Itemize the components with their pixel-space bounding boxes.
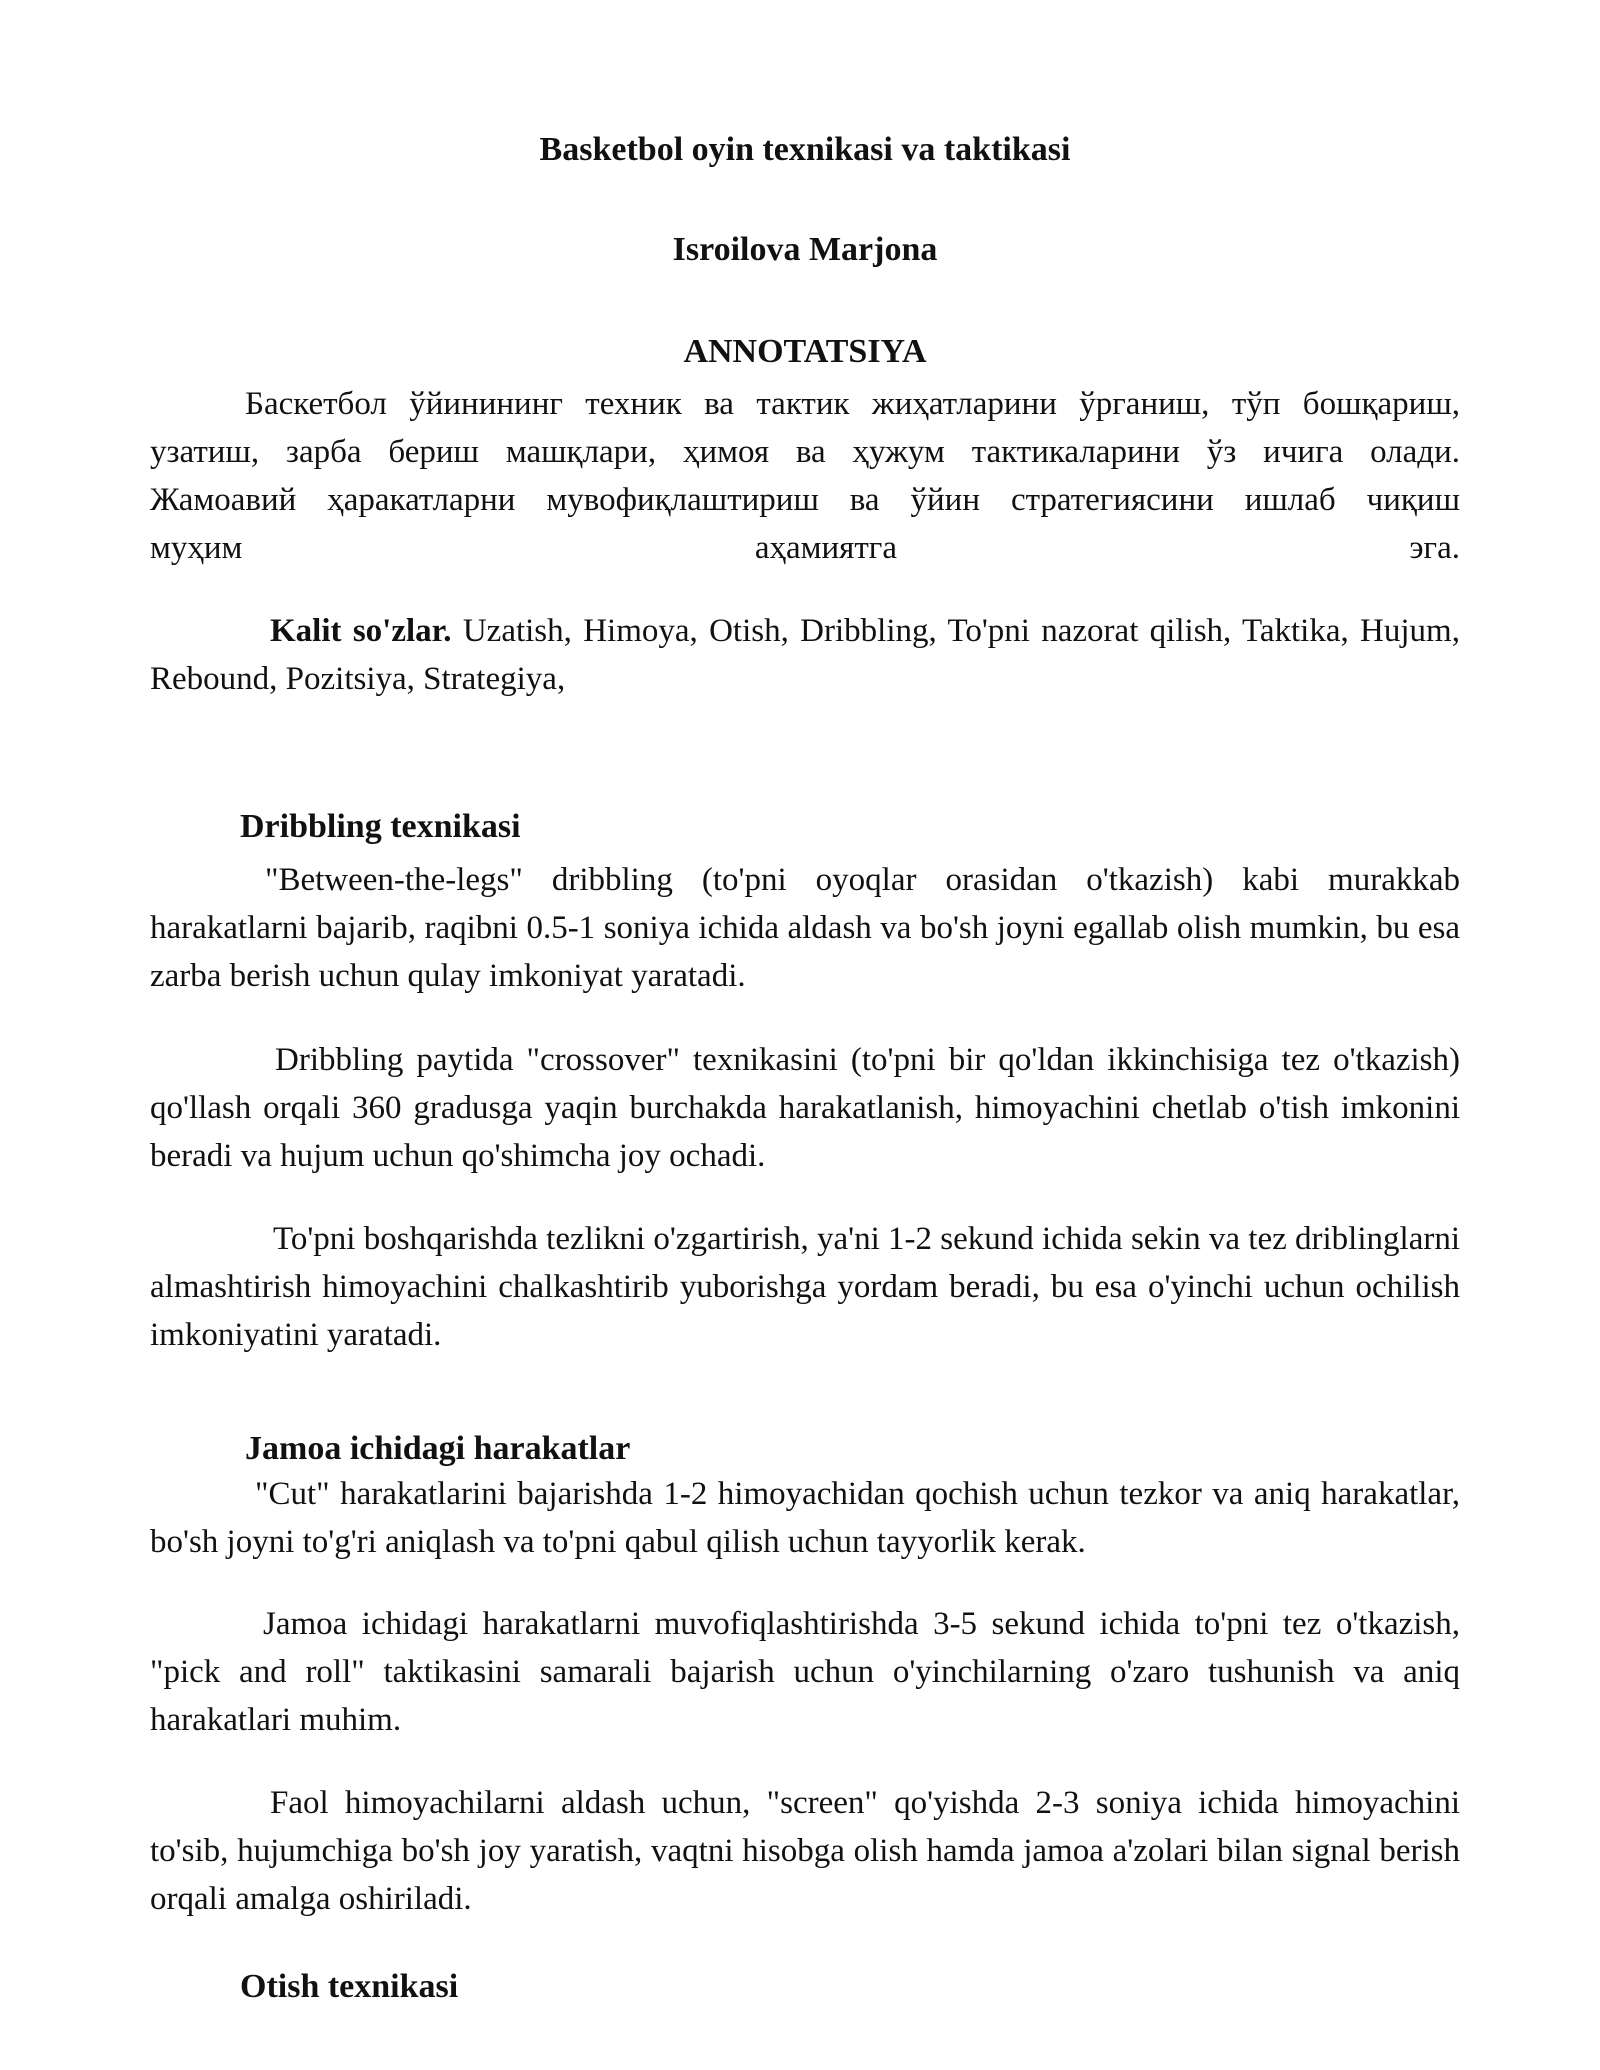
annotation-line-1: [150, 380, 1460, 428]
dribbling-paragraph-2: Dribbling paytida "crossover" texnikasini (to'pni bir qo'ldan ikkinchisiga tez o'tkazish) qo'llash orqali 360 gradusga yaqin burchakda harakatlanish, himoyachini chetlab o'tish imkonini beradi va hujum uchun qo'shimcha joy ochadi.: [150, 1042, 1460, 1174]
team-paragraph-3: Faol himoyachilarni aldash uchun, "screen" qo'yishda 2-3 soniya ichida himoyachini to'sib, hujumchiga bo'sh joy yaratish, vaqtni hisobga olish hamda jamoa a'zolari bilan signal berish orqali amalga oshiriladi.: [150, 1785, 1460, 1917]
annotation-line-1-text: Баскетбол ўйинининг техник ва тактик жиҳатларини ўрганиш, тўп бошқариш,: [245, 386, 1460, 422]
author-name: Isroilova Marjona: [672, 231, 938, 268]
annotation-word-3: эга.: [1409, 530, 1460, 566]
annotation-line-3: [150, 476, 1460, 524]
keywords-label: Kalit so'zlar.: [270, 613, 452, 649]
section-heading-shooting: Otish texnikasi: [240, 1968, 459, 2005]
keywords-paragraph: [150, 607, 1460, 703]
team-paragraph-1: "Cut" harakatlarini bajarishda 1-2 himoyachidan qochish uchun tezkor va aniq harakatlar, bo'sh joyni to'g'ri aniqlash va to'pni qabul qilish uchun tayyorlik kerak.: [150, 1476, 1460, 1560]
annotation-line-2-text: узатиш, зарба бериш машқлари, ҳимоя ва ҳужум тактикаларини ўз ичига олади.: [150, 434, 1460, 470]
team-paragraph-2: Jamoa ichidagi harakatlarni muvofiqlashtirishda 3-5 sekund ichida to'pni tez o'tkazish, "pick and roll" taktikasini samarali bajarish uchun o'yinchilarning o'zaro tushunish va aniq harakatlari muhim.: [150, 1606, 1460, 1738]
document-title: Basketbol oyin texnikasi va taktikasi: [539, 131, 1071, 168]
section-heading-dribbling: Dribbling texnikasi: [240, 808, 521, 845]
annotation-word-1: муҳим: [150, 530, 243, 566]
annotation-word-2: аҳамиятга: [754, 530, 897, 566]
keywords-text: Uzatish, Himoya, Otish, Dribbling, To'pni nazorat qilish, Taktika, Hujum, Rebound, Pozitsiya, Strategiya,: [150, 613, 1460, 697]
annotation-paragraph: [150, 380, 1460, 572]
dribbling-paragraph-3: To'pni boshqarishda tezlikni o'zgartirish, ya'ni 1-2 sekund ichida sekin va tez driblinglarni almashtirish himoyachini chalkashtirib yuborishga yordam beradi, bu esa o'yinchi uchun ochilish imkoniyatini yaratadi.: [150, 1221, 1460, 1353]
annotation-heading: ANNOTATSIYA: [683, 333, 927, 370]
annotation-line-2: [150, 428, 1460, 476]
section-heading-team-actions: Jamoa ichidagi harakatlar: [245, 1430, 631, 1467]
annotation-line-4: [150, 524, 1460, 572]
dribbling-paragraph-1: "Between-the-legs" dribbling (to'pni oyoqlar orasidan o'tkazish) kabi murakkab harakatlarni bajarib, raqibni 0.5-1 soniya ichida aldash va bo'sh joyni egallab olish mumkin, bu esa zarba berish uchun qulay imkoniyat yaratadi.: [150, 862, 1460, 994]
annotation-line-3-text: Жамоавий ҳаракатларни мувофиқлаштириш ва ўйин стратегиясини ишлаб чиқиш: [150, 482, 1460, 518]
